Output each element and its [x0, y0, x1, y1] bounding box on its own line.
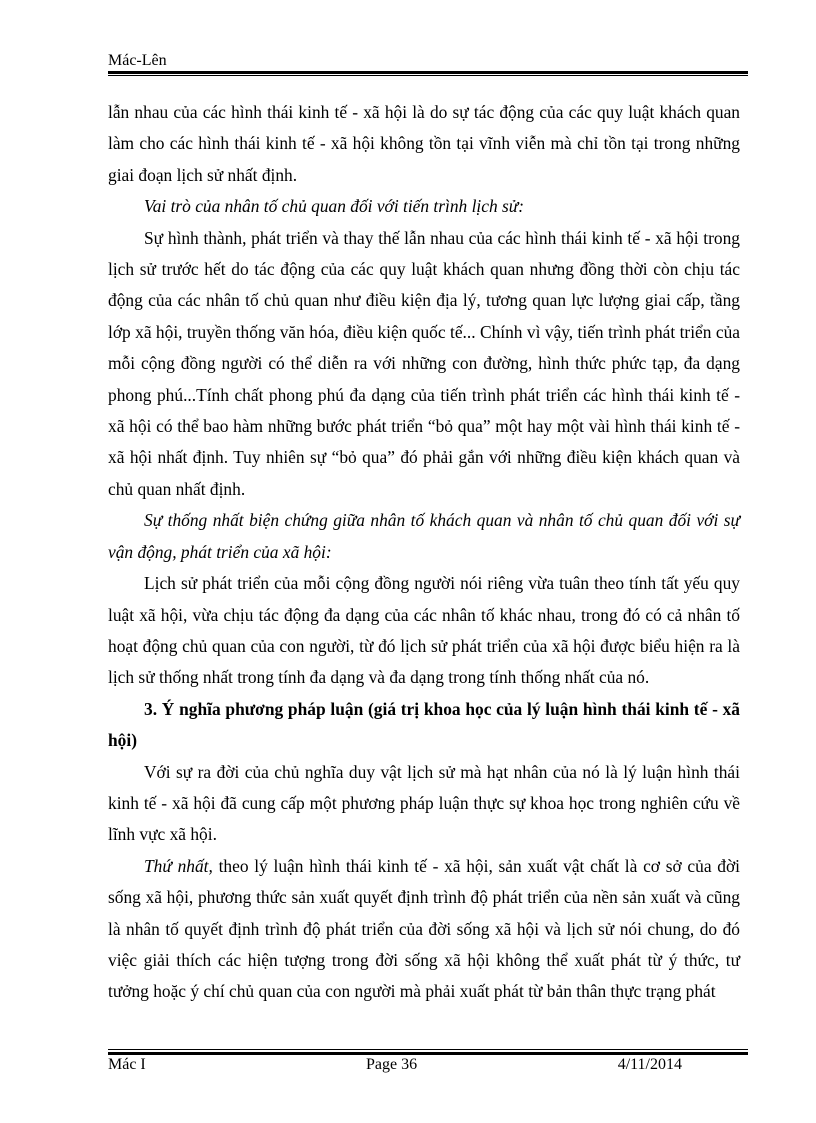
section-heading: 3. Ý nghĩa phương pháp luận (giá trị khoa học của lý luận hình thái kinh tế - xã hội)	[108, 698, 740, 751]
page-footer	[108, 1056, 748, 1076]
header-rule-thin	[108, 75, 748, 76]
header-title: Mác-Lên	[108, 52, 167, 69]
subheading-subjective-factor: Vai trò của nhân tố chủ quan đối với tiến trình lịch sử:	[144, 196, 525, 217]
page-number: Page 36	[366, 1056, 418, 1073]
page-header	[108, 52, 748, 70]
page-body	[108, 97, 740, 1008]
paragraph: Lịch sử phát triển của mỗi cộng đồng người nói riêng vừa tuân theo tính tất yếu quy luật xã hội, vừa chịu tác động đa dạng của các nhân tố khác nhau, trong đó có cả nhân tố hoạt động chủ quan của con người, từ đó lịch sử phát triển của xã hội được biểu hiện ra là lịch sử thống nhất trong tính đa dạng và đa dạng trong tính thống nhất của nó.	[108, 573, 740, 688]
footer-left: Mác I	[108, 1056, 146, 1073]
paragraph: Sự hình thành, phát triển và thay thế lẫn nhau của các hình thái kinh tế - xã hội trong lịch sử trước hết do tác động của các quy luật khách quan nhưng đồng thời còn chịu tác động của các nhân tố chủ quan như điều kiện địa lý, tương quan lực lượng giai cấp, tầng lớp xã hội, truyền thống văn hóa, điều kiện quốc tế... Chính vì vậy, tiến trình phát triển của mỗi cộng đồng người có thể diễn ra với những con đường, hình thức phức tạp, đa dạng phong phú...Tính chất phong phú đa dạng của tiến trình phát triển các hình thái kinh tế - xã hội có thể bao hàm những bước phát triển “bỏ qua” một hay một vài hình thái kinh tế - xã hội nhất định. Tuy nhiên sự “bỏ qua” đó phải gắn với những điều kiện khách quan và chủ quan nhất định.	[108, 227, 740, 499]
header-rule	[108, 71, 748, 74]
paragraph-text: theo lý luận hình thái kinh tế - xã hội, sản xuất vật chất là cơ sở của đời sống xã hội, phương thức sản xuất quyết định trình độ phát triển của nền sản xuất và cũng là nhân tố quyết định trình độ phát triển của đời sống xã hội và lịch sử nói chung, do đó việc giải thích các hiện tượng trong đời sống xã hội không thể xuất phát từ ý thức, tư tưởng hoặc ý chí chủ quan của con người mà phải xuất phát từ bản thân thực trạng phát	[108, 855, 741, 1002]
subheading-dialectical-unity: Sự thống nhất biện chứng giữa nhân tố khách quan và nhân tố chủ quan đối với sự vận động, phát triển của xã hội:	[108, 510, 740, 562]
paragraph: Với sự ra đời của chủ nghĩa duy vật lịch sử mà hạt nhân của nó là lý luận hình thái kinh tế - xã hội đã cung cấp một phương pháp luận thực sự khoa học trong nghiên cứu về lĩnh vực xã hội.	[108, 761, 740, 845]
footer-rule-thin	[108, 1049, 748, 1050]
paragraph: lẫn nhau của các hình thái kinh tế - xã hội là do sự tác động của các quy luật khách quan làm cho các hình thái kinh tế - xã hội không tồn tại vĩnh viễn mà chỉ tồn tại trong những giai đoạn lịch sử nhất định.	[108, 102, 740, 185]
footer-rule	[108, 1052, 748, 1055]
footer-date: 4/11/2014	[617, 1056, 682, 1073]
paragraph	[108, 851, 740, 1008]
paragraph-lead: Thứ nhất,	[144, 855, 213, 876]
